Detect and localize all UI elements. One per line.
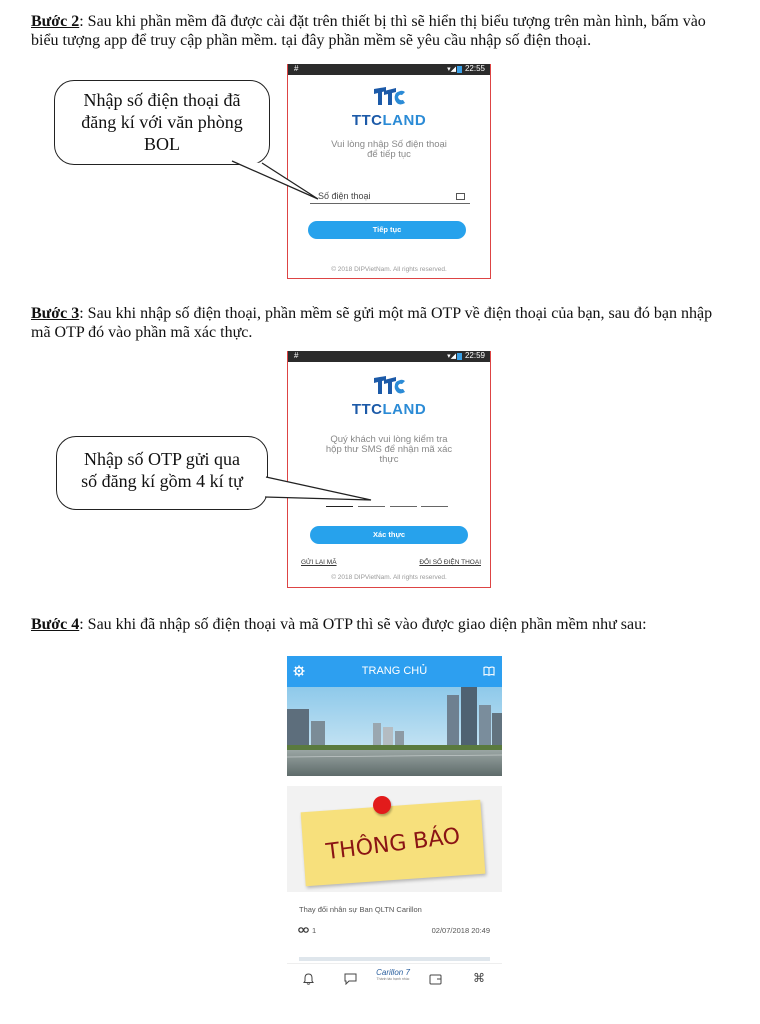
ttc-land-logo: TTCLAND bbox=[288, 374, 490, 419]
carillon-home-tab[interactable] bbox=[373, 968, 413, 981]
phone-prompt: Vui lòng nhập Số điện thoại để tiếp tục bbox=[331, 139, 447, 160]
step4-text: : Sau khi đã nhập số điện thoại và mã OTP thì sẽ vào được giao diện phần mềm như sau: bbox=[79, 616, 647, 633]
bottom-tab-bar bbox=[287, 963, 502, 994]
app-header bbox=[287, 656, 502, 687]
next-card-edge bbox=[299, 957, 490, 961]
resend-code-link[interactable]: GỬI LẠI MÃ bbox=[301, 559, 337, 566]
city-river-banner-image bbox=[287, 687, 502, 776]
view-count: 1 bbox=[312, 926, 317, 935]
copyright-footer: © 2018 DIPVietNam. All rights reserved. bbox=[331, 574, 447, 581]
step4-app-screenshot bbox=[287, 656, 502, 994]
pushpin-icon bbox=[373, 796, 391, 814]
chat-icon[interactable] bbox=[344, 973, 357, 985]
notice-banner-text: THÔNG BÁO bbox=[324, 823, 462, 866]
notice-card-image bbox=[287, 786, 502, 892]
step2-text: : Sau khi phần mềm đã được cài đặt trên thiết bị thì sẽ hiển thị biểu tượng trên màn hình, bấm vào biểu tượng app để truy cập phần mềm. tại đây phần mềm sẽ yêu cầu nhập số điện thoại. bbox=[31, 13, 706, 49]
step4-label: Bước 4 bbox=[31, 616, 80, 633]
change-phone-link[interactable]: ĐỔI SỐ ĐIỆN THOẠI bbox=[419, 559, 481, 566]
wallet-icon[interactable] bbox=[429, 973, 442, 985]
step3-text: : Sau khi nhập số điện thoại, phần mềm sẽ gửi một mã OTP về điện thoại của bạn, sau đó bạn nhập mã OTP đó vào phần mã xác thực. bbox=[31, 305, 713, 341]
eye-icon bbox=[298, 927, 309, 933]
news-title[interactable]: Thay đổi nhân sự Ban QLTN Carillon bbox=[299, 905, 422, 914]
status-bar: # ▾◢ 22:55 bbox=[288, 64, 490, 75]
carillon-tagline: Thành tác hạnh nhúc bbox=[376, 977, 410, 981]
step4-paragraph bbox=[31, 615, 731, 634]
carillon-logo-text: Carillon 7 bbox=[376, 968, 410, 977]
bell-icon[interactable] bbox=[303, 973, 314, 985]
otp-prompt: Quý khách vui lòng kiểm tra hộp thư SMS để nhận mã xác thực bbox=[325, 434, 453, 465]
callout-phone-number: Nhập số điện thoại đã đăng kí với văn phòng BOL bbox=[54, 80, 270, 165]
phone-number-input[interactable]: Số điện thoại bbox=[318, 191, 371, 201]
command-icon[interactable]: ⌘ bbox=[473, 971, 485, 985]
ttc-land-logo: TTCLAND bbox=[288, 85, 490, 130]
book-icon[interactable] bbox=[483, 666, 495, 676]
step3-label: Bước 3 bbox=[31, 305, 80, 322]
callout-otp: Nhập số OTP gửi qua số đăng kí gồm 4 kí tự bbox=[56, 436, 268, 510]
verify-button[interactable]: Xác thực bbox=[310, 526, 468, 544]
copyright-footer: © 2018 DIPVietNam. All rights reserved. bbox=[331, 266, 447, 273]
sticky-note bbox=[301, 800, 486, 886]
news-datetime: 02/07/2018 20:49 bbox=[431, 926, 490, 935]
app-header-title: TRANG CHỦ bbox=[361, 665, 428, 677]
status-bar: # ▾◢ 22:59 bbox=[288, 351, 490, 362]
continue-button[interactable]: Tiếp tục bbox=[308, 221, 466, 239]
step2-label: Bước 2 bbox=[31, 13, 80, 30]
